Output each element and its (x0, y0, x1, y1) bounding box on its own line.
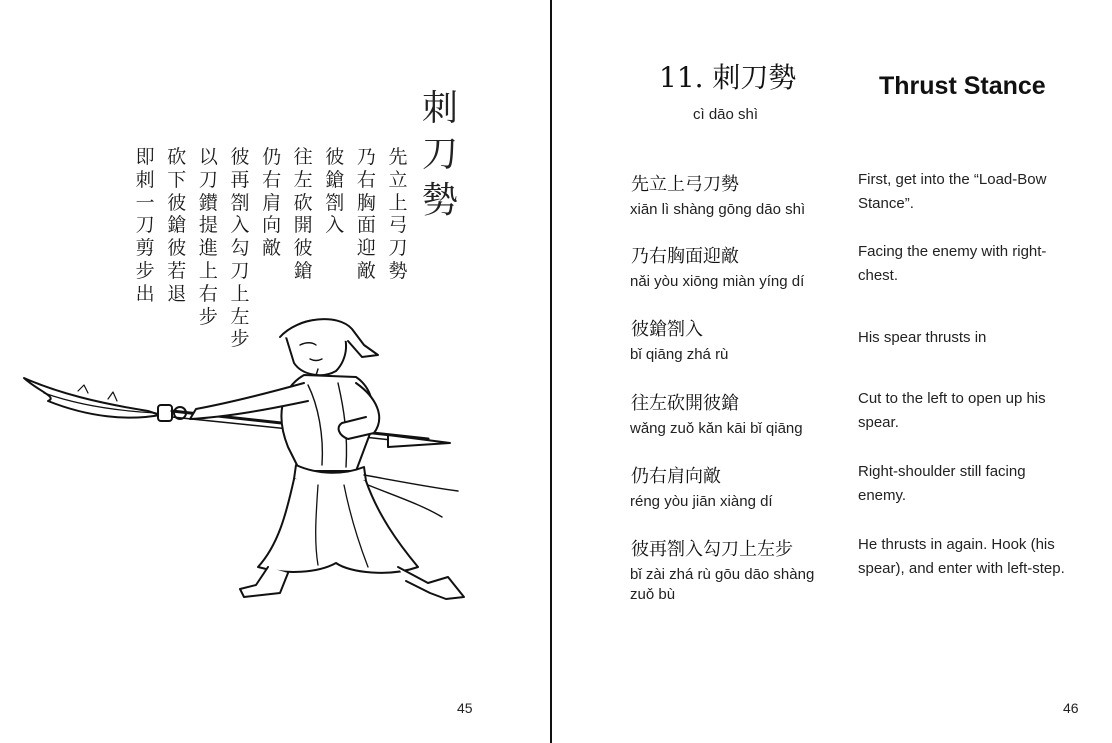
vertical-title-char: 刀 (421, 134, 458, 175)
verse-chinese: 往左砍開彼鎗 (631, 393, 739, 414)
vertical-title-char: 刺 (421, 88, 458, 129)
verse-chinese: 彼再劄入勾刀上左步 (631, 539, 793, 560)
verse-translation: Facing the enemy with right-chest. (858, 243, 1047, 284)
verse-pinyin: bǐ qiāng zhá rù (630, 346, 729, 363)
warrior-illustration (18, 305, 478, 605)
poem-column: 往 左 砍 開 彼 鎗 (293, 146, 313, 282)
poem-column: 彼 鎗 劄 入 (325, 146, 345, 237)
page-number-left: 45 (457, 700, 473, 716)
poem-column: 先 立 上 弓 刀 勢 (388, 146, 408, 282)
page-number-right: 46 (1063, 700, 1079, 716)
poem-column: 乃 右 胸 面 迎 敵 (356, 146, 376, 282)
chapter-title-pinyin: cì dāo shì (693, 106, 759, 123)
verse-chinese: 先立上弓刀勢 (631, 174, 739, 195)
right-page (553, 0, 1112, 743)
verse-translation: Right-shoulder still facing enemy. (858, 463, 1026, 504)
verse-pinyin: réng yòu jiān xiàng dí (630, 493, 773, 510)
poem-column: 砍 下 彼 鎗 彼 若 退 (167, 146, 187, 305)
book-spine (550, 0, 552, 743)
verse-translation: First, get into the “Load-Bow Stance”. (858, 171, 1047, 212)
verse-chinese: 乃右胸面迎敵 (631, 246, 739, 267)
verse-pinyin: bǐ zài zhá rù gōu dāo shàng zuǒ bù (630, 566, 815, 603)
verse-pinyin: nǎi yòu xiōng miàn yíng dí (630, 273, 805, 290)
chapter-title-chinese: 11. 刺刀勢 (659, 61, 797, 94)
verse-chinese: 仍右肩向敵 (631, 466, 721, 487)
vertical-title (410, 86, 470, 224)
vertical-title-char: 勢 (421, 180, 458, 221)
verse-translation: Cut to the left to open up his spear. (858, 390, 1046, 431)
verse-pinyin: wǎng zuǒ kǎn kāi bǐ qiāng (630, 420, 803, 437)
verse-translation: He thrusts in again. Hook (his spear), and enter with left-step. (858, 536, 1065, 577)
verse-translation: His spear thrusts in (858, 329, 987, 346)
poem-column: 仍 右 肩 向 敵 (262, 146, 282, 260)
poem-column: 即 刺 一 刀 剪 步 出 (135, 146, 155, 305)
chapter-title-english: Thrust Stance (879, 72, 1046, 100)
left-page (0, 0, 550, 743)
verse-pinyin: xiān lì shàng gōng dāo shì (630, 201, 806, 218)
verse-chinese: 彼鎗劄入 (631, 319, 703, 340)
poem-column: 以 刀 鑚 提 進 上 右 步 (198, 146, 218, 328)
poem-column: 彼 再 劄 入 勾 刀 上 左 步 (230, 146, 250, 351)
